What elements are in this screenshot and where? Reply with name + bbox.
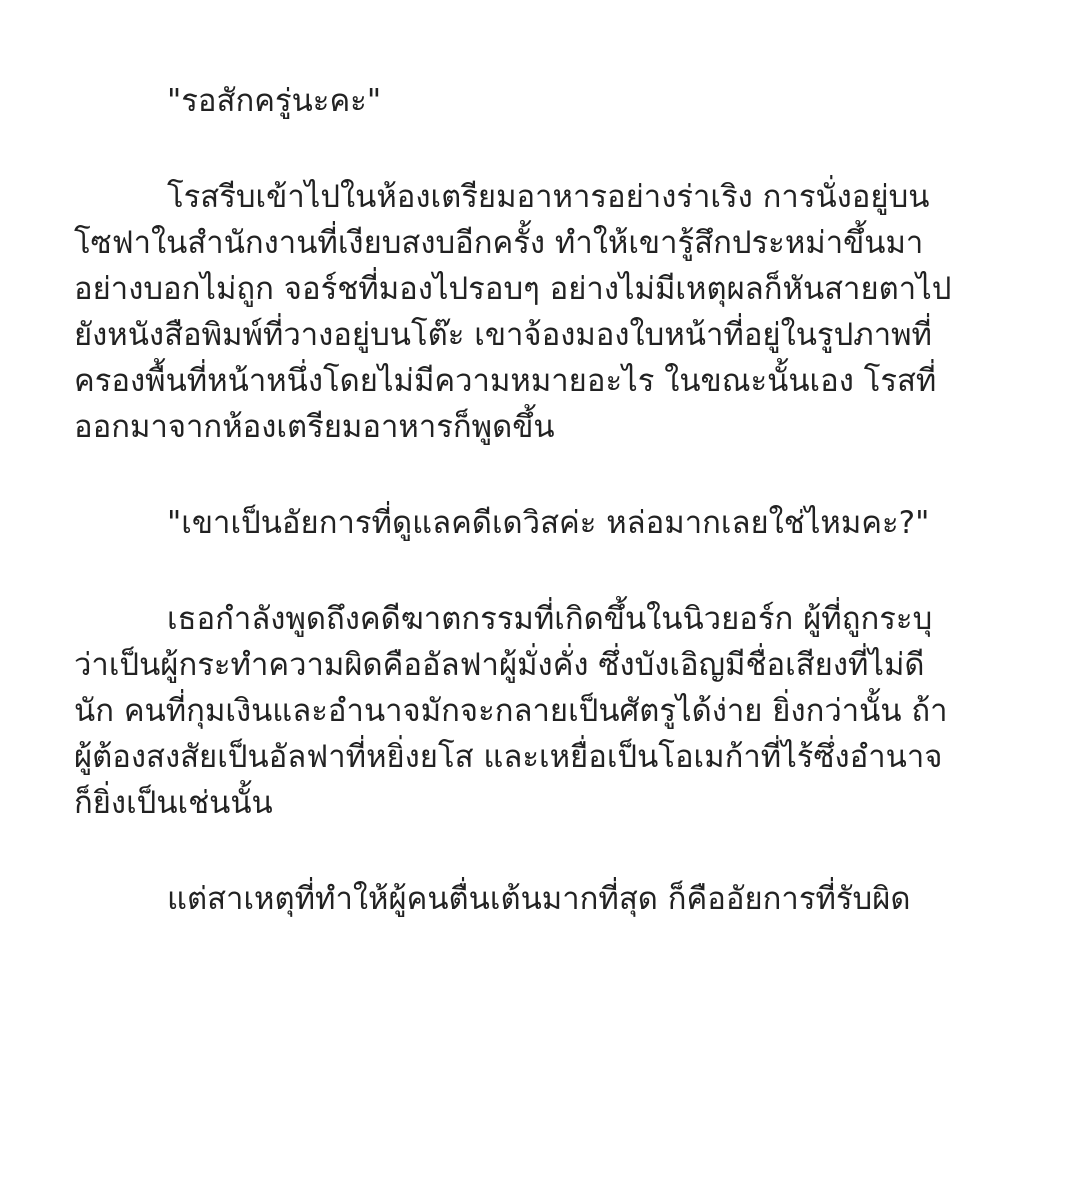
paragraph-dialogue-wait [74, 78, 1004, 124]
text-line: ก็ยิ่งเป็นเช่นนั้น [74, 785, 273, 821]
document-page [74, 78, 1004, 972]
text-line: "เขาเป็นอัยการที่ดูแลคดีเดวิสค่ะ หล่อมากเลยใช่ไหมคะ?" [167, 505, 930, 541]
text-line: อย่างบอกไม่ถูก จอร์ชที่มองไปรอบๆ อย่างไม่มีเหตุผลก็หันสายตาไป [74, 271, 952, 307]
text-line: นัก คนที่กุมเงินและอำนาจมักจะกลายเป็นศัตรูได้ง่าย ยิ่งกว่านั้น ถ้า [74, 693, 948, 729]
text-line: "รอสักครู่นะคะ" [167, 83, 382, 119]
text-line: ออกมาจากห้องเตรียมอาหารก็พูดขึ้น [74, 409, 555, 445]
paragraph-dialogue-prosecutor [74, 500, 1004, 546]
text-line: แต่สาเหตุที่ทำให้ผู้คนตื่นเต้นมากที่สุด ก็คืออัยการที่รับผิด [167, 881, 911, 917]
text-line: เธอกำลังพูดถึงคดีฆาตกรรมที่เกิดขึ้นในนิวยอร์ก ผู้ที่ถูกระบุ [167, 601, 933, 637]
paragraph-excitement [74, 876, 1004, 922]
text-line: ผู้ต้องสงสัยเป็นอัลฟาที่หยิ่งยโส และเหยื่อเป็นโอเมก้าที่ไร้ซึ่งอำนาจ [74, 739, 943, 775]
text-line: โรสรีบเข้าไปในห้องเตรียมอาหารอย่างร่าเริง การนั่งอยู่บน [167, 179, 930, 215]
paragraph-rose-kitchen [74, 174, 1004, 450]
text-line: ยังหนังสือพิมพ์ที่วางอยู่บนโต๊ะ เขาจ้องมองใบหน้าที่อยู่ในรูปภาพที่ [74, 317, 932, 353]
paragraph-murder-case [74, 596, 1004, 826]
text-line: ว่าเป็นผู้กระทำความผิดคืออัลฟาผู้มั่งคั่ง ซึ่งบังเอิญมีชื่อเสียงที่ไม่ดี [74, 647, 925, 683]
text-line: โซฟาในสำนักงานที่เงียบสงบอีกครั้ง ทำให้เขารู้สึกประหม่าขึ้นมา [74, 225, 924, 261]
text-line: ครองพื้นที่หน้าหนึ่งโดยไม่มีความหมายอะไร ในขณะนั้นเอง โรสที่ [74, 363, 937, 399]
